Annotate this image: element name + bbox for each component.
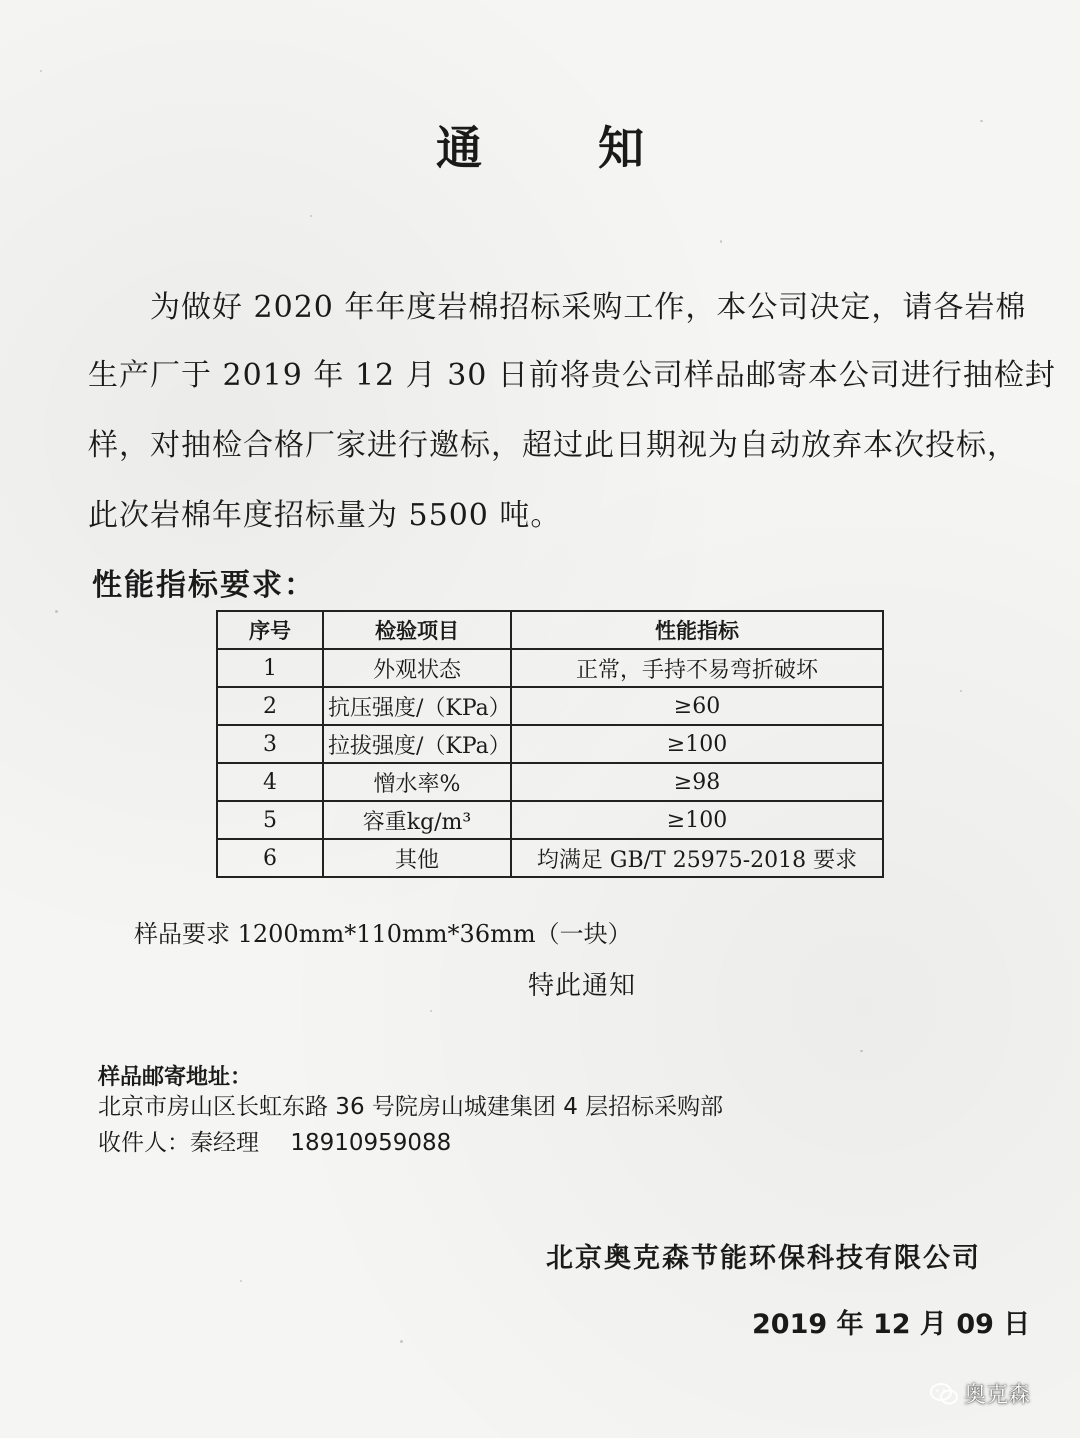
- table-row: [217, 801, 883, 839]
- table-header: 性能指标: [511, 611, 883, 649]
- watermark-text: 奥克森: [964, 1383, 1031, 1408]
- company-signature: 北京奥克森节能环保科技有限公司: [546, 1243, 981, 1274]
- table-cell: 抗压强度/（KPa）: [323, 687, 511, 725]
- table-cell: 正常，手持不易弯折破坏: [511, 649, 883, 687]
- table-row: [217, 763, 883, 801]
- issue-date: 2019 年 12 月 09 日: [752, 1309, 1031, 1340]
- page-title: 通 知: [435, 121, 694, 175]
- sample-requirement: 样品要求 1200mm*110mm*36mm（一块）: [134, 920, 632, 948]
- table-cell: 容重kg/m³: [323, 801, 511, 839]
- recipient-line: [98, 1124, 451, 1157]
- wechat-icon: [930, 1382, 958, 1406]
- notice-closing: 特此通知: [528, 971, 637, 1001]
- table-cell: 2: [217, 687, 323, 725]
- table-cell: 5: [217, 801, 323, 839]
- table-row: [217, 687, 883, 725]
- table-cell: ≥100: [511, 725, 883, 763]
- watermark: [930, 1378, 1030, 1409]
- table-cell: 憎水率%: [323, 763, 511, 801]
- table-cell: 1: [217, 649, 323, 687]
- table-cell: 拉拔强度/（KPa）: [323, 725, 511, 763]
- table-cell: 3: [217, 725, 323, 763]
- spec-table: [216, 610, 884, 878]
- table-cell: ≥100: [511, 801, 883, 839]
- body-line-3: 样，对抽检合格厂家进行邀标，超过此日期视为自动放弃本次投标，: [88, 428, 1018, 463]
- body-line-2: 生产厂于 2019 年 12 月 30 日前将贵公司样品邮寄本公司进行抽检封: [88, 358, 1056, 393]
- body-line-4: 此次岩棉年度招标量为 5500 吨。: [88, 498, 562, 533]
- table-header-row: [217, 611, 883, 649]
- recipient-label: 收件人：秦经理: [98, 1130, 259, 1156]
- table-cell: 6: [217, 839, 323, 877]
- mailing-heading: 样品邮寄地址：: [98, 1065, 253, 1090]
- table-header: 检验项目: [323, 611, 511, 649]
- table-cell: ≥98: [511, 763, 883, 801]
- table-cell: 均满足 GB/T 25975-2018 要求: [511, 839, 883, 877]
- table-cell: 外观状态: [323, 649, 511, 687]
- table-row: [217, 725, 883, 763]
- table-cell: ≥60: [511, 687, 883, 725]
- table-cell: 4: [217, 763, 323, 801]
- table-header: 序号: [217, 611, 323, 649]
- table-cell: 其他: [323, 839, 511, 877]
- mailing-address: 北京市房山区长虹东路 36 号院房山城建集团 4 层招标采购部: [98, 1094, 724, 1120]
- table-row: [217, 649, 883, 687]
- body-line-1: 为做好 2020 年年度岩棉招标采购工作，本公司决定，请各岩棉: [150, 290, 1027, 325]
- recipient-phone: 18910959088: [290, 1130, 452, 1156]
- section-heading: 性能指标要求：: [92, 568, 316, 603]
- table-row: [217, 839, 883, 877]
